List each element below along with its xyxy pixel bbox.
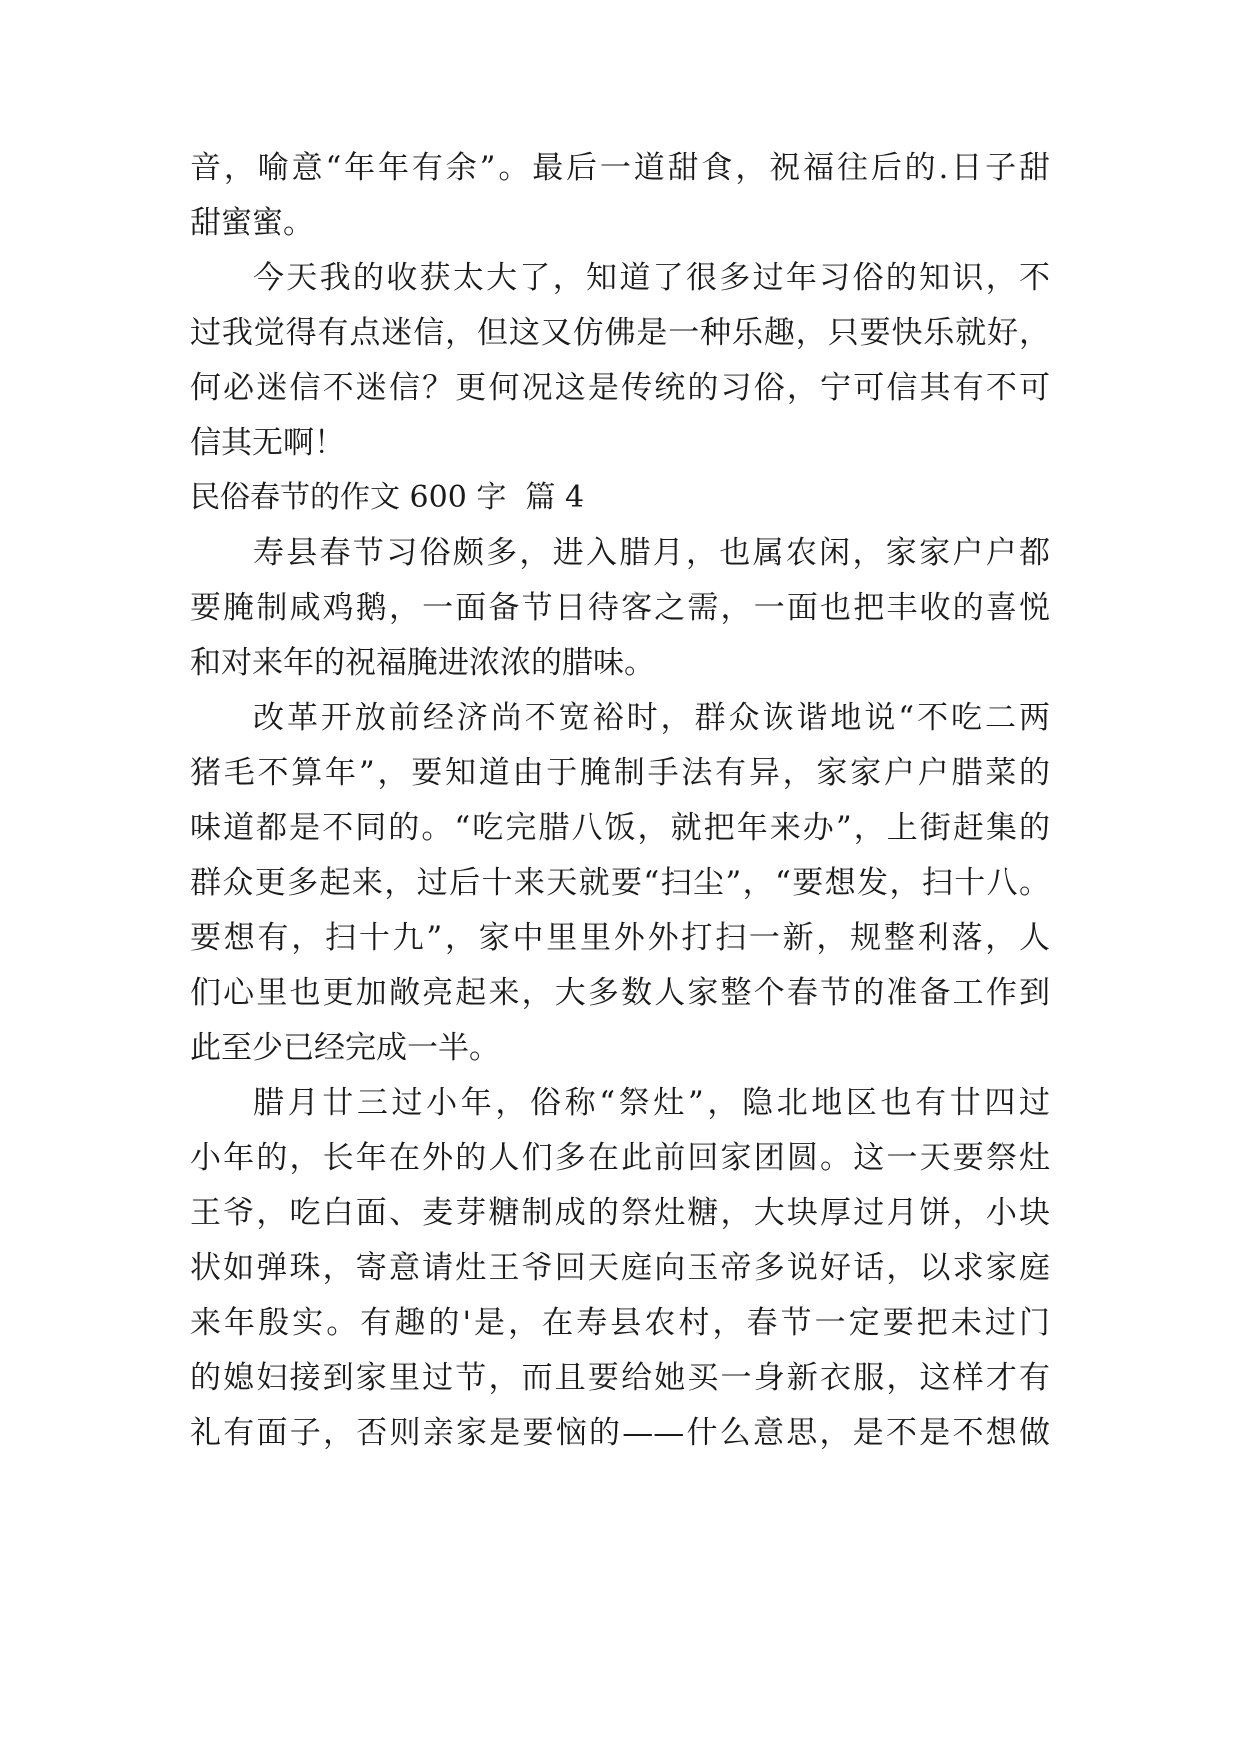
text-line: 群众更多起来，过后十来天就要“扫尘”，“要想发，扫十八。 [190,865,1050,901]
text-line: 状如弹珠，寄意请灶王爷回天庭向玉帝多说好话，以求家庭 [190,1250,1050,1286]
text-line: 今天我的收获太大了，知道了很多过年习俗的知识，不 [253,260,1050,296]
text-line: 们心里也更加敞亮起来，大多数人家整个春节的准备工作到 [190,975,1050,1011]
text-line: 何必迷信不迷信？更何况这是传统的习俗，宁可信其有不可 [190,370,1050,406]
text-line: 礼有面子，否则亲家是要恼的——什么意思，是不是不想做 [190,1415,1050,1451]
text-line: 猪毛不算年”，要知道由于腌制手法有异，家家户户腊菜的 [190,755,1050,791]
text-line: 腊月廿三过小年，俗称“祭灶”，隐北地区也有廿四过 [253,1085,1050,1121]
text-line: 王爷，吃白面、麦芽糖制成的祭灶糖，大块厚过月饼，小块 [190,1195,1050,1231]
text-line: 过我觉得有点迷信，但这又仿佛是一种乐趣，只要快乐就好， [190,315,1050,351]
text-line: 和对来年的祝福腌进浓浓的腊味。 [190,645,655,681]
text-line: 味道都是不同的。“吃完腊八饭，就把年来办”，上街赶集的 [190,810,1050,846]
text-line: 寿县春节习俗颇多，进入腊月，也属农闲，家家户户都 [253,535,1050,571]
text-line: 信其无啊！ [190,425,345,461]
text-line: 小年的，长年在外的人们多在此前回家团圆。这一天要祭灶 [190,1140,1050,1176]
text-line: 音，喻意“年年有余”。最后一道甜食，祝福往后的.日子甜 [190,150,1050,186]
text-line: 要腌制咸鸡鹅，一面备节日待客之需，一面也把丰收的喜悦 [190,590,1050,626]
text-line: 此至少已经完成一半。 [190,1030,500,1066]
text-line: 要想有，扫十九”，家中里里外外打扫一新，规整利落，人 [190,920,1050,956]
text-line: 的媳妇接到家里过节，而且要给她买一身新衣服，这样才有 [190,1360,1050,1396]
text-line: 改革开放前经济尚不宽裕时，群众诙谐地说“不吃二两 [253,700,1050,736]
text-line: 甜蜜蜜。 [190,205,314,241]
text-line: 来年殷实。有趣的'是，在寿县农村，春节一定要把未过门 [190,1305,1050,1341]
section-heading: 民俗春节的作文 600 字 篇 4 [190,480,585,515]
